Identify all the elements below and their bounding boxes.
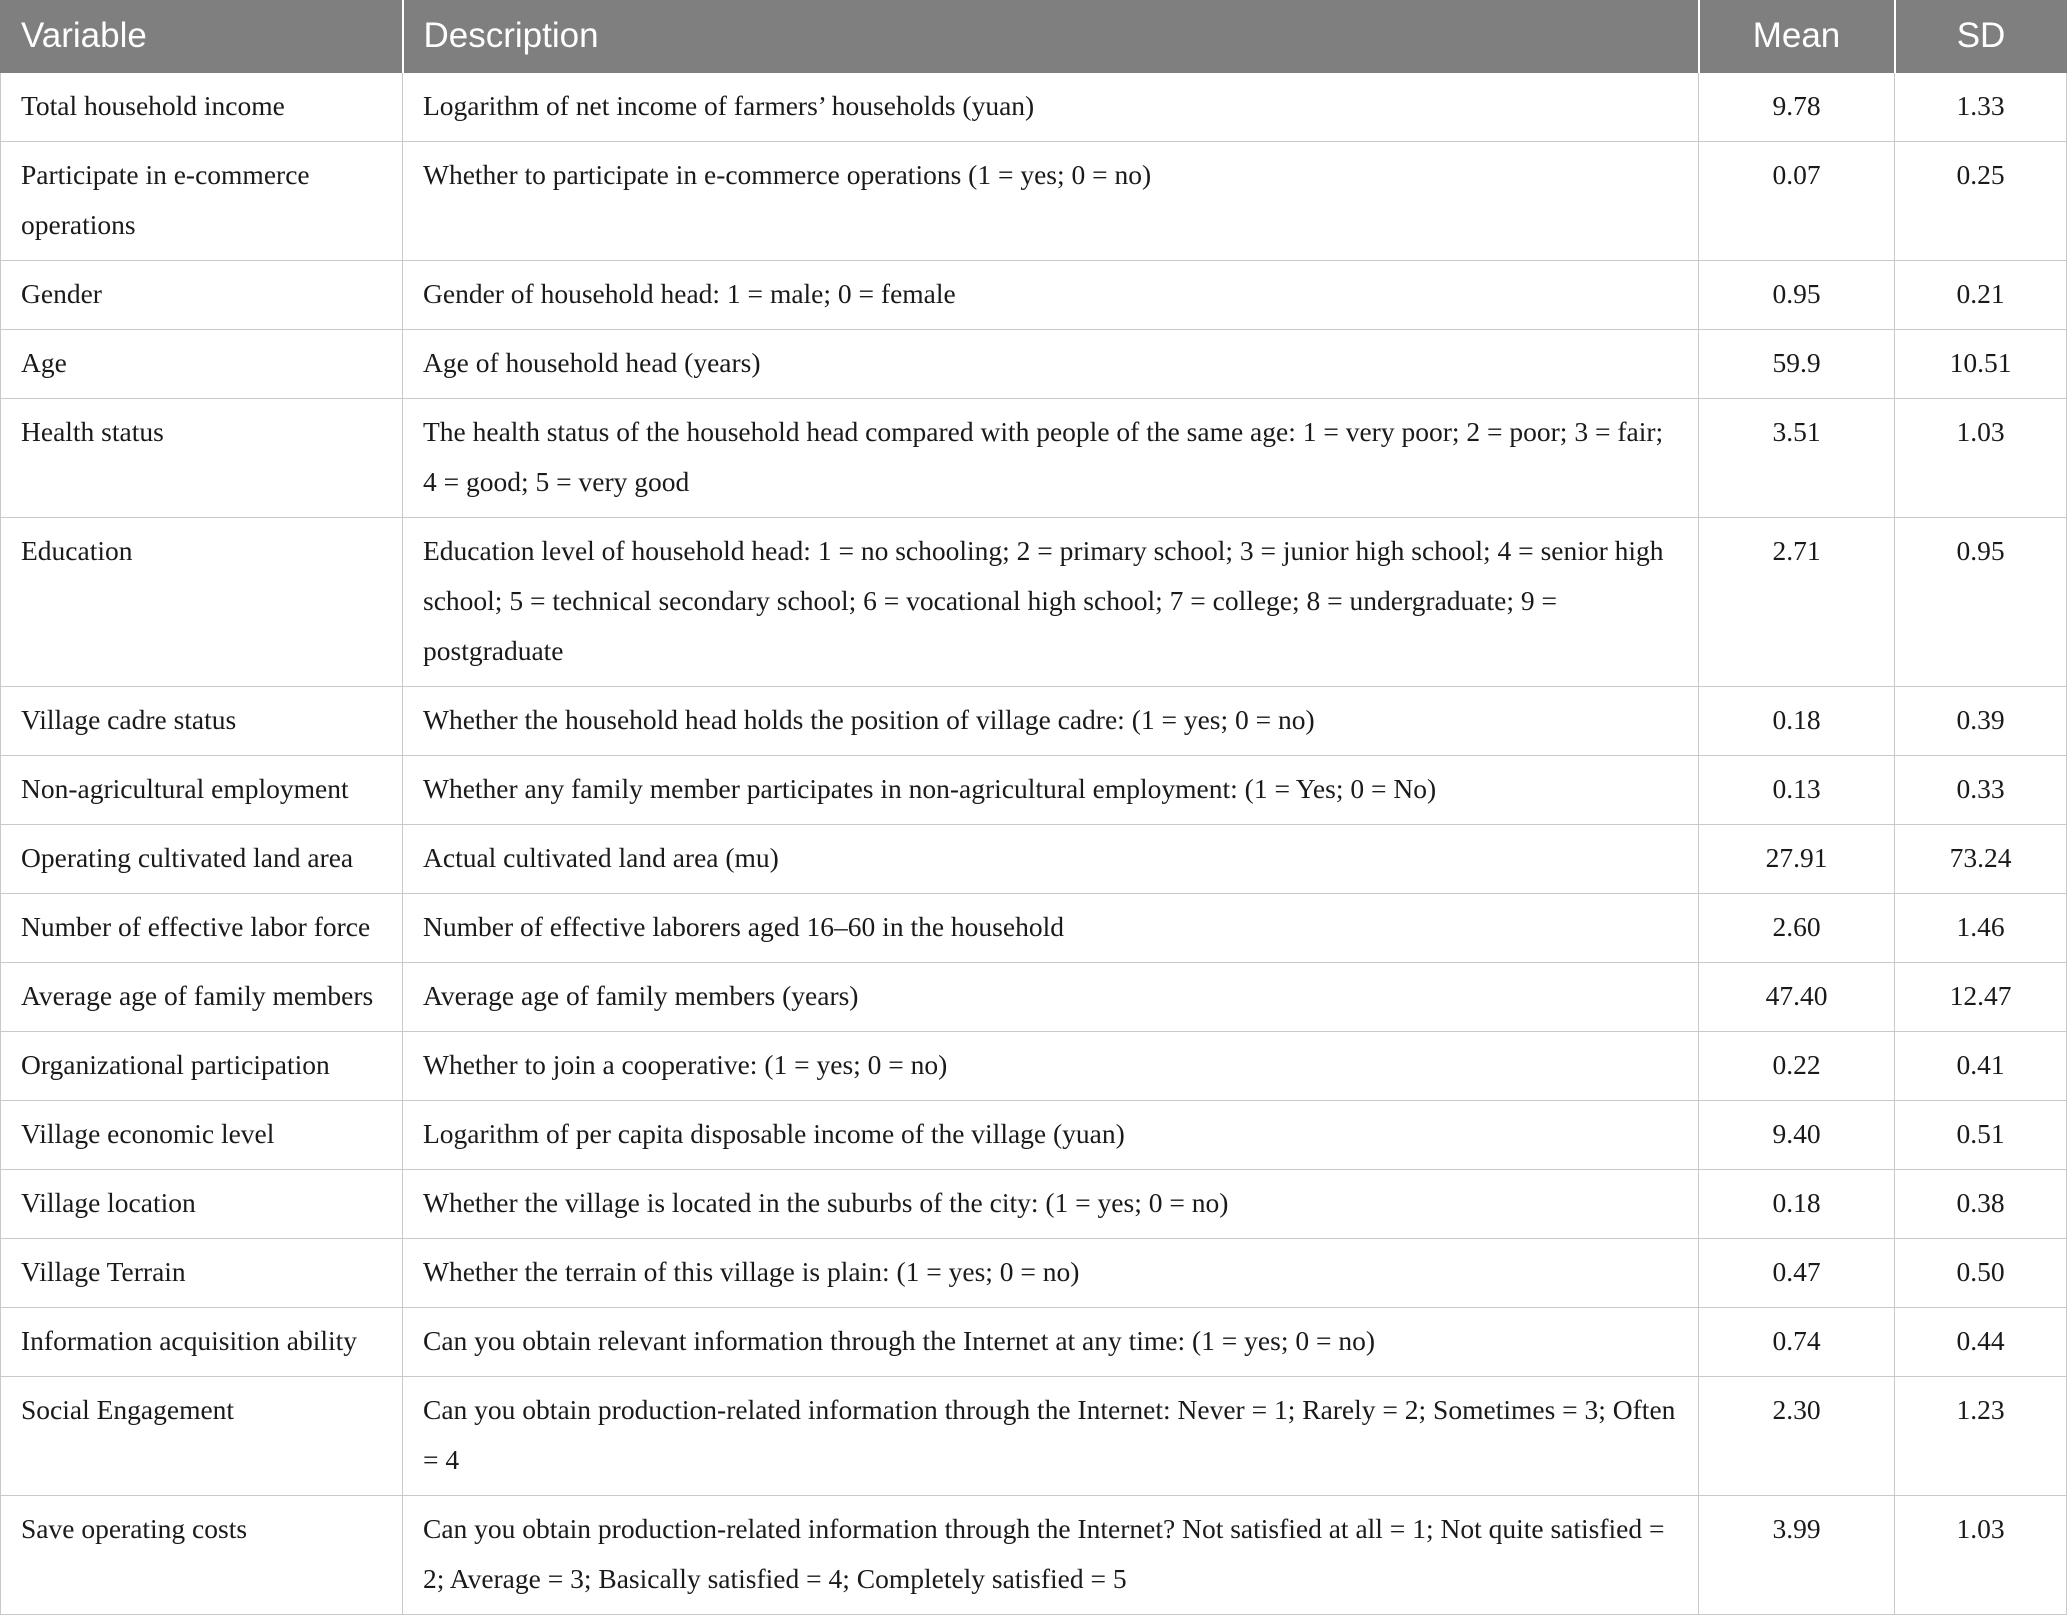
- cell-sd: 73.24: [1895, 825, 2067, 894]
- cell-mean: 3.99: [1699, 1496, 1895, 1615]
- header-row: [1, 0, 2067, 73]
- cell-description: Age of household head (years): [403, 330, 1699, 399]
- table-row: [1, 1032, 2067, 1101]
- cell-description: Average age of family members (years): [403, 963, 1699, 1032]
- cell-variable: Age: [1, 330, 403, 399]
- cell-variable: Information acquisition ability: [1, 1308, 403, 1377]
- table-row: [1, 894, 2067, 963]
- cell-sd: 1.33: [1895, 73, 2067, 142]
- cell-variable: Total household income: [1, 73, 403, 142]
- cell-description: Whether to join a cooperative: (1 = yes; 0 = no): [403, 1032, 1699, 1101]
- table-row: [1, 825, 2067, 894]
- cell-description: Can you obtain relevant information through the Internet at any time: (1 = yes; 0 = no): [403, 1308, 1699, 1377]
- cell-mean: 27.91: [1699, 825, 1895, 894]
- cell-mean: 2.30: [1699, 1377, 1895, 1496]
- cell-mean: 0.74: [1699, 1308, 1895, 1377]
- cell-variable: Organizational participation: [1, 1032, 403, 1101]
- cell-variable: Average age of family members: [1, 963, 403, 1032]
- cell-sd: 1.03: [1895, 399, 2067, 518]
- cell-mean: 0.22: [1699, 1032, 1895, 1101]
- cell-sd: 1.23: [1895, 1377, 2067, 1496]
- cell-mean: 0.13: [1699, 756, 1895, 825]
- cell-sd: 0.41: [1895, 1032, 2067, 1101]
- cell-sd: 0.21: [1895, 261, 2067, 330]
- cell-sd: 0.51: [1895, 1101, 2067, 1170]
- cell-description: Number of effective laborers aged 16–60 in the household: [403, 894, 1699, 963]
- cell-description: Whether the village is located in the suburbs of the city: (1 = yes; 0 = no): [403, 1170, 1699, 1239]
- cell-sd: 0.33: [1895, 756, 2067, 825]
- cell-mean: 2.71: [1699, 518, 1895, 687]
- cell-mean: 9.78: [1699, 73, 1895, 142]
- cell-mean: 0.07: [1699, 142, 1895, 261]
- table-row: [1, 963, 2067, 1032]
- header-sd: SD: [1895, 0, 2067, 73]
- cell-variable: Village economic level: [1, 1101, 403, 1170]
- cell-description: The health status of the household head compared with people of the same age: 1 = very poor; 2 = poor; 3 = fair; 4 = good; 5 = very good: [403, 399, 1699, 518]
- cell-variable: Participate in e-commerce operations: [1, 142, 403, 261]
- table-row: [1, 261, 2067, 330]
- cell-sd: 1.03: [1895, 1496, 2067, 1615]
- cell-variable: Village location: [1, 1170, 403, 1239]
- cell-sd: 0.50: [1895, 1239, 2067, 1308]
- cell-variable: Save operating costs: [1, 1496, 403, 1615]
- cell-sd: 0.44: [1895, 1308, 2067, 1377]
- header-description: Description: [403, 0, 1699, 73]
- table-row: [1, 73, 2067, 142]
- cell-mean: 47.40: [1699, 963, 1895, 1032]
- cell-variable: Non-agricultural employment: [1, 756, 403, 825]
- cell-description: Logarithm of net income of farmers’ households (yuan): [403, 73, 1699, 142]
- cell-sd: 0.39: [1895, 687, 2067, 756]
- table-row: [1, 687, 2067, 756]
- table-row: [1, 1496, 2067, 1615]
- cell-description: Can you obtain production-related information through the Internet: Never = 1; Rarely = 2; Sometimes = 3; Often = 4: [403, 1377, 1699, 1496]
- cell-mean: 9.40: [1699, 1101, 1895, 1170]
- cell-sd: 12.47: [1895, 963, 2067, 1032]
- cell-mean: 3.51: [1699, 399, 1895, 518]
- cell-description: Whether to participate in e-commerce operations (1 = yes; 0 = no): [403, 142, 1699, 261]
- table-row: [1, 1239, 2067, 1308]
- cell-description: Actual cultivated land area (mu): [403, 825, 1699, 894]
- cell-sd: 0.25: [1895, 142, 2067, 261]
- table-row: [1, 1170, 2067, 1239]
- cell-description: Whether any family member participates in non-agricultural employment: (1 = Yes; 0 = No): [403, 756, 1699, 825]
- cell-mean: 0.95: [1699, 261, 1895, 330]
- table-row: [1, 756, 2067, 825]
- cell-variable: Number of effective labor force: [1, 894, 403, 963]
- cell-mean: 2.60: [1699, 894, 1895, 963]
- cell-mean: 0.47: [1699, 1239, 1895, 1308]
- table-row: [1, 142, 2067, 261]
- table-row: [1, 1377, 2067, 1496]
- table-body: [1, 73, 2067, 1615]
- table-row: [1, 1101, 2067, 1170]
- cell-sd: 1.46: [1895, 894, 2067, 963]
- cell-mean: 0.18: [1699, 687, 1895, 756]
- cell-variable: Gender: [1, 261, 403, 330]
- cell-variable: Village cadre status: [1, 687, 403, 756]
- cell-mean: 59.9: [1699, 330, 1895, 399]
- cell-description: Whether the terrain of this village is plain: (1 = yes; 0 = no): [403, 1239, 1699, 1308]
- table-header: [1, 0, 2067, 73]
- cell-sd: 0.38: [1895, 1170, 2067, 1239]
- cell-sd: 0.95: [1895, 518, 2067, 687]
- cell-sd: 10.51: [1895, 330, 2067, 399]
- cell-description: Gender of household head: 1 = male; 0 = female: [403, 261, 1699, 330]
- cell-description: Education level of household head: 1 = no schooling; 2 = primary school; 3 = junior high school; 4 = senior high school; 5 = technical secondary school; 6 = vocational high school; 7 = college; 8 = undergraduate; 9 = postgraduate: [403, 518, 1699, 687]
- table-row: [1, 330, 2067, 399]
- cell-variable: Village Terrain: [1, 1239, 403, 1308]
- table-row: [1, 1308, 2067, 1377]
- cell-variable: Education: [1, 518, 403, 687]
- table-row: [1, 518, 2067, 687]
- cell-variable: Operating cultivated land area: [1, 825, 403, 894]
- cell-description: Whether the household head holds the position of village cadre: (1 = yes; 0 = no): [403, 687, 1699, 756]
- cell-description: Logarithm of per capita disposable income of the village (yuan): [403, 1101, 1699, 1170]
- cell-description: Can you obtain production-related information through the Internet? Not satisfied at all = 1; Not quite satisfied = 2; Average = 3; Basically satisfied = 4; Completely satisfied = 5: [403, 1496, 1699, 1615]
- cell-variable: Social Engagement: [1, 1377, 403, 1496]
- header-variable: Variable: [1, 0, 403, 73]
- table-row: [1, 399, 2067, 518]
- cell-variable: Health status: [1, 399, 403, 518]
- header-mean: Mean: [1699, 0, 1895, 73]
- cell-mean: 0.18: [1699, 1170, 1895, 1239]
